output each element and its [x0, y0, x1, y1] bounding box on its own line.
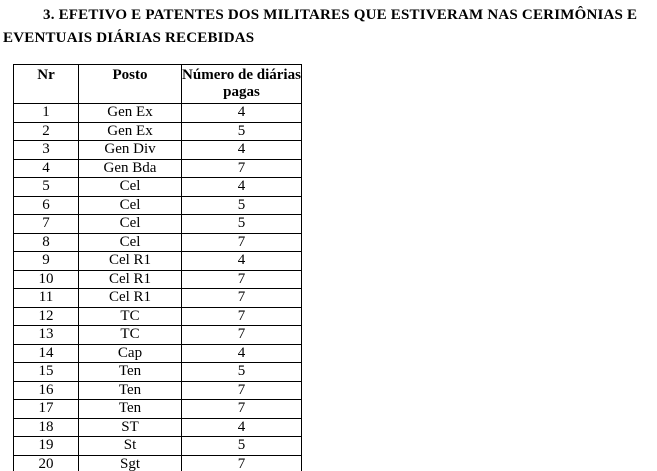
- cell-nr: 3: [14, 141, 79, 160]
- table-row: [14, 363, 302, 382]
- section-heading-line-1: 3. EFETIVO E PATENTES DOS MILITARES QUE ESTIVERAM NAS CERIMÔNIAS E: [43, 7, 638, 23]
- table-row: [14, 326, 302, 345]
- cell-nr: 18: [14, 418, 79, 437]
- table-row: [14, 141, 302, 160]
- cell-diarias: 7: [182, 289, 302, 308]
- cell-nr: 12: [14, 307, 79, 326]
- cell-nr: 8: [14, 233, 79, 252]
- table-row: [14, 437, 302, 456]
- cell-diarias: 5: [182, 363, 302, 382]
- table-row: [14, 196, 302, 215]
- cell-nr: 14: [14, 344, 79, 363]
- cell-posto: Cel R1: [79, 252, 182, 271]
- cell-posto: Sgt: [79, 455, 182, 471]
- table-row: [14, 270, 302, 289]
- column-header-diarias: Número de diárias pagas: [182, 65, 302, 104]
- diarias-table: [13, 64, 302, 471]
- cell-posto: Cel: [79, 233, 182, 252]
- cell-posto: Ten: [79, 363, 182, 382]
- cell-posto: TC: [79, 307, 182, 326]
- table-row: [14, 344, 302, 363]
- cell-nr: 9: [14, 252, 79, 271]
- cell-diarias: 7: [182, 381, 302, 400]
- table-row: [14, 289, 302, 308]
- document-page: [0, 4, 657, 471]
- cell-nr: 11: [14, 289, 79, 308]
- table-body: [14, 104, 302, 471]
- cell-diarias: 5: [182, 122, 302, 141]
- table-header-row: [14, 65, 302, 104]
- cell-posto: Gen Ex: [79, 104, 182, 123]
- cell-nr: 6: [14, 196, 79, 215]
- table-row: [14, 381, 302, 400]
- cell-nr: 4: [14, 159, 79, 178]
- table-row: [14, 233, 302, 252]
- cell-diarias: 4: [182, 104, 302, 123]
- cell-posto: Cel: [79, 215, 182, 234]
- table-header: [14, 65, 302, 104]
- cell-posto: Cel: [79, 178, 182, 197]
- cell-diarias: 5: [182, 196, 302, 215]
- cell-posto: Ten: [79, 400, 182, 419]
- cell-nr: 7: [14, 215, 79, 234]
- cell-posto: Gen Div: [79, 141, 182, 160]
- table-row: [14, 122, 302, 141]
- cell-diarias: 7: [182, 233, 302, 252]
- table-row: [14, 104, 302, 123]
- cell-diarias: 7: [182, 455, 302, 471]
- cell-posto: Cap: [79, 344, 182, 363]
- cell-posto: ST: [79, 418, 182, 437]
- cell-nr: 15: [14, 363, 79, 382]
- table-row: [14, 418, 302, 437]
- cell-nr: 5: [14, 178, 79, 197]
- cell-diarias: 4: [182, 141, 302, 160]
- table-row: [14, 159, 302, 178]
- cell-posto: Ten: [79, 381, 182, 400]
- table-row: [14, 215, 302, 234]
- cell-posto: Gen Bda: [79, 159, 182, 178]
- cell-nr: 20: [14, 455, 79, 471]
- section-heading-line-2: EVENTUAIS DIÁRIAS RECEBIDAS: [3, 30, 255, 46]
- table-row: [14, 307, 302, 326]
- cell-posto: TC: [79, 326, 182, 345]
- cell-posto: Gen Ex: [79, 122, 182, 141]
- cell-posto: Cel R1: [79, 270, 182, 289]
- cell-posto: Cel: [79, 196, 182, 215]
- cell-diarias: 7: [182, 270, 302, 289]
- cell-nr: 13: [14, 326, 79, 345]
- cell-nr: 17: [14, 400, 79, 419]
- cell-nr: 1: [14, 104, 79, 123]
- table-row: [14, 455, 302, 471]
- cell-diarias: 4: [182, 418, 302, 437]
- column-header-posto: Posto: [79, 65, 182, 104]
- cell-diarias: 4: [182, 252, 302, 271]
- table-row: [14, 252, 302, 271]
- cell-diarias: 4: [182, 344, 302, 363]
- cell-nr: 10: [14, 270, 79, 289]
- table-row: [14, 178, 302, 197]
- table-row: [14, 400, 302, 419]
- cell-diarias: 4: [182, 178, 302, 197]
- cell-posto: St: [79, 437, 182, 456]
- cell-nr: 2: [14, 122, 79, 141]
- cell-diarias: 7: [182, 400, 302, 419]
- cell-diarias: 5: [182, 437, 302, 456]
- cell-posto: Cel R1: [79, 289, 182, 308]
- cell-nr: 16: [14, 381, 79, 400]
- section-heading: [3, 4, 649, 50]
- cell-diarias: 7: [182, 159, 302, 178]
- cell-diarias: 7: [182, 326, 302, 345]
- cell-diarias: 5: [182, 215, 302, 234]
- cell-nr: 19: [14, 437, 79, 456]
- cell-diarias: 7: [182, 307, 302, 326]
- column-header-nr: Nr: [14, 65, 79, 104]
